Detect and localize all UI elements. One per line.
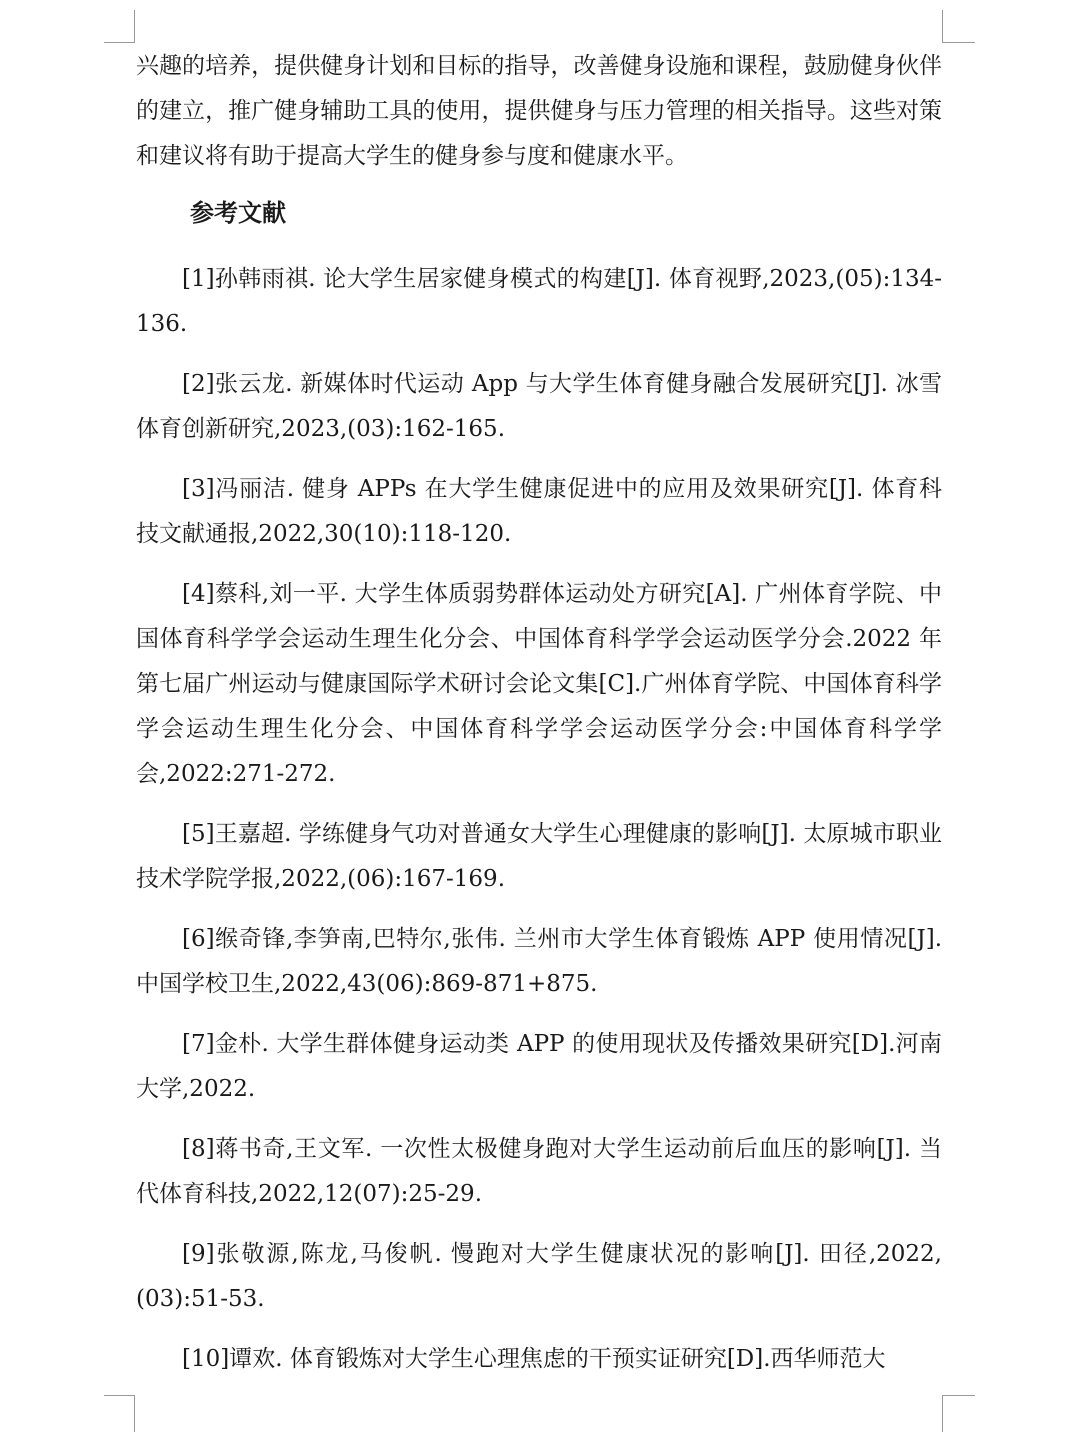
references-heading: 参考文献 — [190, 199, 286, 227]
crop-mark-bottom-right — [942, 1395, 975, 1432]
reference-item-5: [5]王嘉超. 学练健身气功对普通女大学生心理健康的影响[J]. 太原城市职业技术学院学报,2022,(06):167-169. — [136, 821, 942, 892]
crop-mark-top-left — [104, 10, 135, 43]
reference-list — [136, 257, 942, 1382]
reference-item-10: [10]谭欢. 体育锻炼对大学生心理焦虑的干预实证研究[D].西华师范大 — [182, 1346, 886, 1372]
intro-paragraph: 兴趣的培养，提供健身计划和目标的指导，改善健身设施和课程，鼓励健身伙伴的建立，推广健身辅助工具的使用，提供健身与压力管理的相关指导。这些对策和建议将有助于提高大学生的健身参与度和健康水平。 — [136, 53, 942, 169]
crop-mark-top-right — [942, 10, 975, 43]
reference-item-7: [7]金朴. 大学生群体健身运动类 APP 的使用现状及传播效果研究[D].河南大学,2022. — [136, 1031, 942, 1102]
crop-mark-bottom-left — [104, 1395, 135, 1432]
reference-item-6: [6]缑奇锋,李笋南,巴特尔,张伟. 兰州市大学生体育锻炼 APP 使用情况[J]. 中国学校卫生,2022,43(06):869-871+875. — [136, 926, 942, 997]
document-page — [136, 44, 942, 1397]
reference-item-4: [4]蔡科,刘一平. 大学生体质弱势群体运动处方研究[A]. 广州体育学院、中国体育科学学会运动生理生化分会、中国体育科学学会运动医学分会.2022 年第七届广州运动与健康国际学术研讨会论文集[C].广州体育学院、中国体育科学学会运动生理生化分会、中国体育科学学会运动医学分会:中国体育科学学会,2022:271-272. — [136, 581, 942, 787]
reference-item-2: [2]张云龙. 新媒体时代运动 App 与大学生体育健身融合发展研究[J]. 冰雪体育创新研究,2023,(03):162-165. — [136, 371, 942, 442]
reference-item-1: [1]孙韩雨祺. 论大学生居家健身模式的构建[J]. 体育视野,2023,(05):134-136. — [136, 266, 942, 337]
reference-item-8: [8]蒋书奇,王文军. 一次性太极健身跑对大学生运动前后血压的影响[J]. 当代体育科技,2022,12(07):25-29. — [136, 1136, 942, 1207]
reference-item-3: [3]冯丽洁. 健身 APPs 在大学生健康促进中的应用及效果研究[J]. 体育科技文献通报,2022,30(10):118-120. — [136, 476, 942, 547]
reference-item-9: [9]张敬源,陈龙,马俊帆. 慢跑对大学生健康状况的影响[J]. 田径,2022,(03):51-53. — [136, 1241, 942, 1312]
